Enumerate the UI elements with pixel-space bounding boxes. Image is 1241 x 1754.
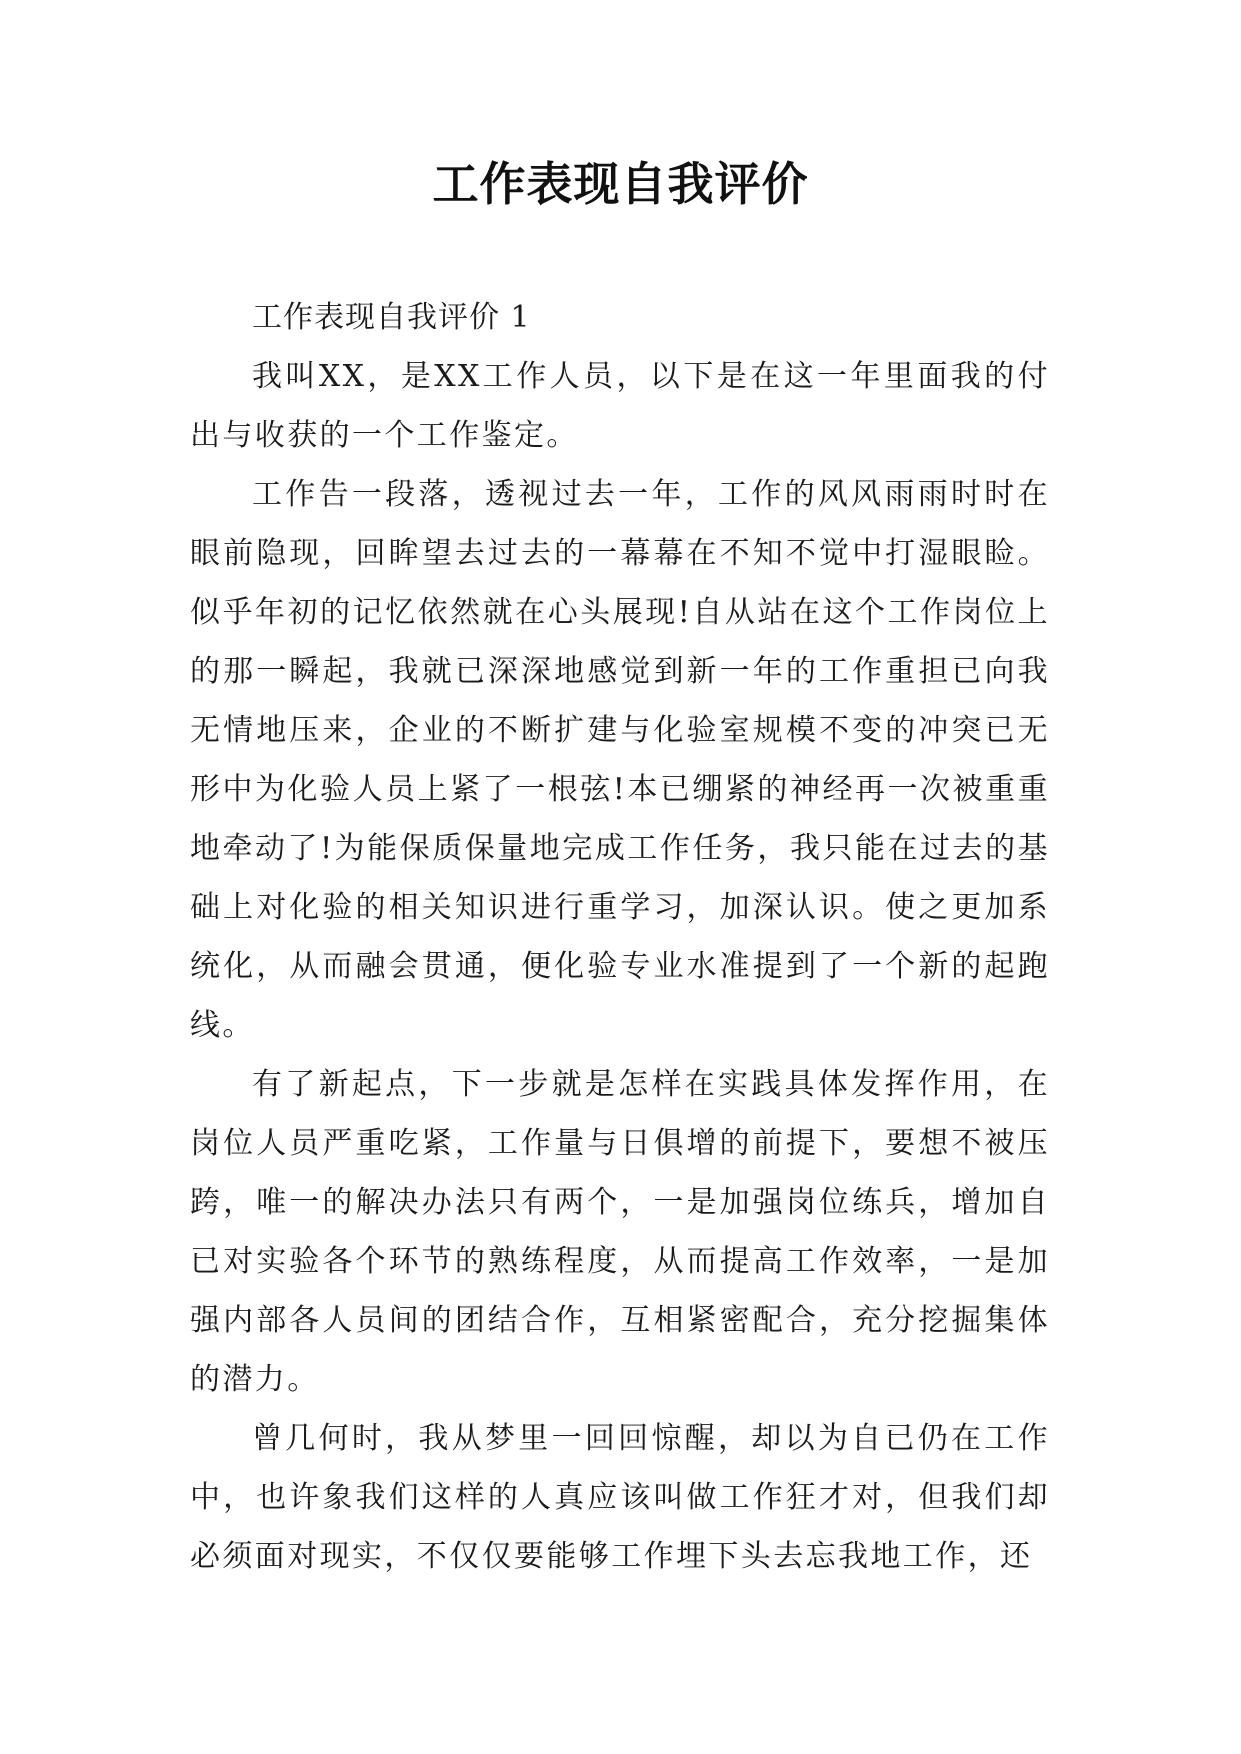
paragraph-introduction: 我叫XX，是XX工作人员，以下是在这一年里面我的付出与收获的一个工作鉴定。 — [190, 359, 1050, 453]
document-title: 工作表现自我评价 — [432, 157, 809, 211]
paragraph-review: 工作告一段落，透视过去一年，工作的风风雨雨时时在眼前隐现，回眸望去过去的一幕幕在不知不觉中打湿眼睑。似乎年初的记忆依然就在心头展现!自从站在这个工作岗位上的那一瞬起，我就已深深地感觉到新一年的工作重担已向我无情地压来，企业的不断扩建与化验室规模不变的冲突已无形中为化验人员上紧了一根弦!本已绷紧的神经再一次被重重地牵动了!为能保质保量地完成工作任务，我只能在过去的基础上对化验的相关知识进行重学习，加深认识。使之更加系统化，从而融会贯通，便化验专业水准提到了一个新的起跑线。 — [190, 477, 1050, 1043]
section-heading: 工作表现自我评价 1 — [252, 300, 531, 335]
document-body — [190, 288, 1050, 1586]
paragraph-reflection: 曾几何时，我从梦里一回回惊醒，却以为自已仍在工作中，也许象我们这样的人真应该叫做工作狂才对，但我们却必须面对现实，不仅仅要能够工作埋下头去忘我地工作，还 — [190, 1421, 1050, 1574]
paragraph-new-start: 有了新起点，下一步就是怎样在实践具体发挥作用，在岗位人员严重吃紧，工作量与日俱增的前提下，要想不被压跨，唯一的解决办法只有两个，一是加强岗位练兵，增加自已对实验各个环节的熟练程度，从而提高工作效率，一是加强内部各人员间的团结合作，互相紧密配合，充分挖掘集体的潜力。 — [190, 1067, 1050, 1397]
